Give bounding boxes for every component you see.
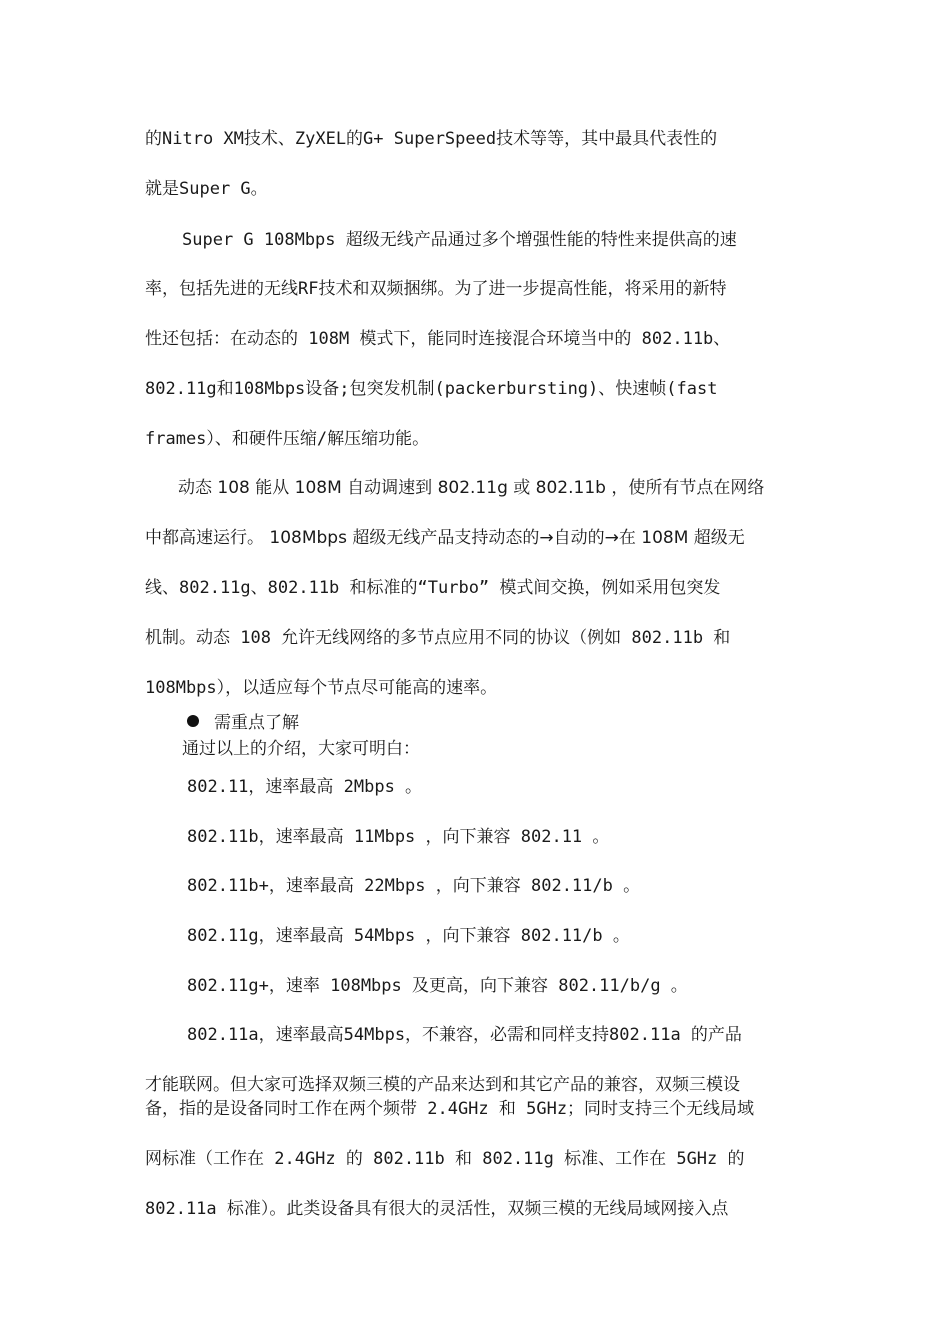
paragraph-line: 线、802.11g、802.11b 和标准的“Turbo” 模式间交换，例如采用包突发	[145, 578, 721, 598]
paragraph-line: 中都高速运行。 108Mbps 超级无线产品支持动态的→自动的→在 108M 超级无	[145, 528, 745, 548]
list-item: 802.11g，速率最高 54Mbps ，向下兼容 802.11/b 。	[187, 926, 630, 946]
paragraph-line: 就是Super G。	[145, 179, 268, 199]
bullet-icon	[187, 715, 199, 727]
paragraph-line: frames）、和硬件压缩/解压缩功能。	[145, 429, 430, 449]
paragraph-line: 率，包括先进的无线RF技术和双频捆绑。为了进一步提高性能，将采用的新特	[145, 279, 727, 299]
paragraph-line: 才能联网。但大家可选择双频三模的产品来达到和其它产品的兼容，双频三模设	[145, 1075, 740, 1095]
list-item: 802.11g+，速率 108Mbps 及更高，向下兼容 802.11/b/g 。	[187, 976, 688, 996]
list-item: 802.11，速率最高 2Mbps 。	[187, 777, 423, 797]
bullet-heading	[187, 712, 299, 734]
paragraph-line: 网标准（工作在 2.4GHz 的 802.11b 和 802.11g 标准、工作在 5GHz 的	[145, 1149, 745, 1169]
paragraph-line: 动态 108 能从 108M 自动调速到 802.11g 或 802.11b ，使所有节点在网络	[178, 478, 765, 498]
list-item: 802.11b，速率最高 11Mbps ，向下兼容 802.11 。	[187, 827, 610, 847]
paragraph-line: 的Nitro XM技术、ZyXEL的G+ SuperSpeed技术等等，其中最具代表性的	[145, 129, 718, 149]
paragraph-line: 机制。动态 108 允许无线网络的多节点应用不同的协议（例如 802.11b 和	[145, 628, 731, 648]
paragraph-line: 802.11a 标准）。此类设备具有很大的灵活性，双频三模的无线局域网接入点	[145, 1199, 729, 1219]
paragraph-line: 108Mbps），以适应每个节点尽可能高的速率。	[145, 678, 498, 698]
paragraph-line: Super G 108Mbps 超级无线产品通过多个增强性能的特性来提供高的速	[182, 230, 737, 250]
paragraph-line: 通过以上的介绍，大家可明白：	[182, 739, 420, 759]
bullet-heading-text: 需重点了解	[214, 713, 299, 733]
paragraph-line: 备，指的是设备同时工作在两个频带 2.4GHz 和 5GHz；同时支持三个无线局域	[145, 1099, 755, 1119]
paragraph-line: 性还包括：在动态的 108M 模式下，能同时连接混合环境当中的 802.11b、	[145, 329, 731, 349]
paragraph-line: 802.11a，速率最高54Mbps，不兼容，必需和同样支持802.11a 的产品	[187, 1025, 742, 1045]
list-item: 802.11b+，速率最高 22Mbps ，向下兼容 802.11/b 。	[187, 876, 641, 896]
paragraph-line: 802.11g和108Mbps设备;包突发机制(packerbursting)、快速帧(fast	[145, 379, 718, 399]
